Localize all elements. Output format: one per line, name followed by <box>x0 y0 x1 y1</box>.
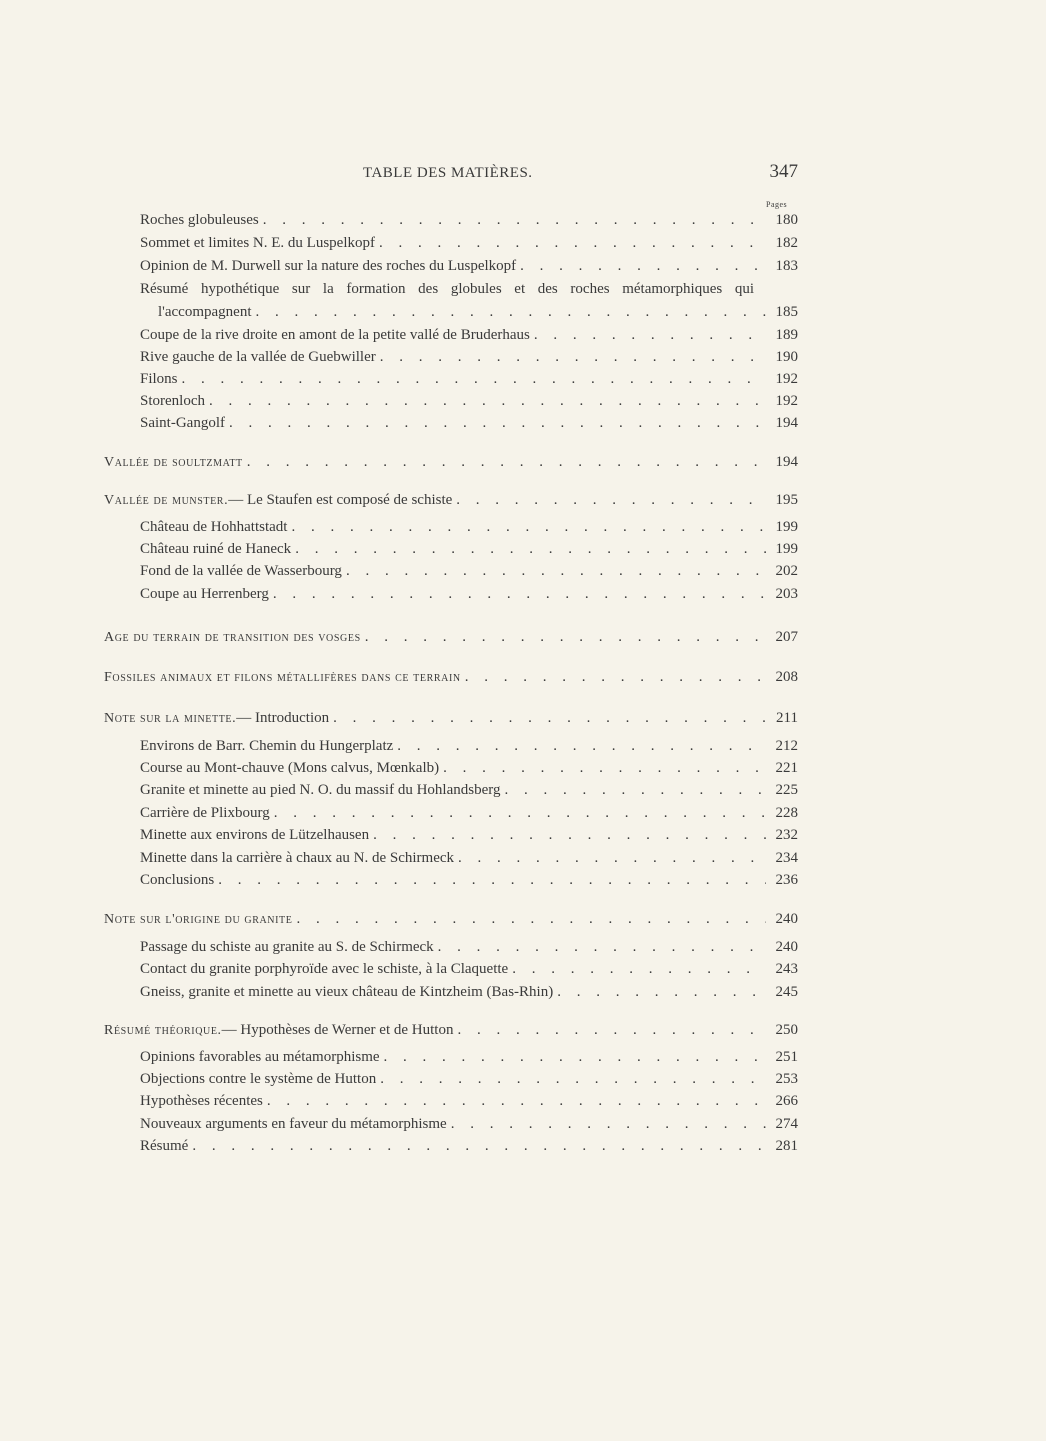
dot-leader <box>188 1138 766 1155</box>
dot-leader <box>393 738 766 755</box>
toc-entry-title: Minette aux environs de Lützelhausen <box>140 827 370 843</box>
toc-entry <box>140 738 798 760</box>
toc-section-title: Vallée de munster. <box>104 493 229 508</box>
toc-entry-page: 194 <box>775 454 798 470</box>
toc-entry-page: 234 <box>775 850 798 866</box>
toc-entry <box>140 258 798 280</box>
toc-entry-title: Château ruiné de Haneck <box>140 541 292 557</box>
toc-entry <box>140 1049 798 1071</box>
toc-entry-title: Carrière de Plixbourg <box>140 805 270 821</box>
toc-entry-page: 266 <box>775 1093 798 1109</box>
dot-leader <box>214 872 766 889</box>
toc-entry <box>140 349 798 371</box>
dot-leader <box>178 371 766 388</box>
toc-entry-title: Passage du schiste au granite au S. de Schirmeck <box>140 939 434 955</box>
toc-entry-page: 202 <box>775 563 798 579</box>
running-title: TABLE DES MATIÈRES. <box>363 165 533 181</box>
toc-entry-title: Course au Mont-chauve (Mons calvus, Mœnkalb) <box>140 760 440 776</box>
toc-section <box>104 669 798 691</box>
toc-entry-title: Sommet et limites N. E. du Luspelkopf <box>140 235 375 251</box>
toc-entry <box>140 327 798 349</box>
dot-leader <box>225 415 766 432</box>
toc-section-title: Note sur la minette. <box>104 711 237 726</box>
toc-entry-page: 199 <box>775 519 798 535</box>
pages-column-label: Pages <box>766 200 788 209</box>
toc-entry <box>140 760 798 782</box>
toc-section-title: Fossiles animaux et filons métallifères dans ce terrain <box>104 670 461 685</box>
dot-leader <box>269 586 766 603</box>
toc-entry-page: 245 <box>775 984 798 1000</box>
toc-entry <box>140 850 798 872</box>
toc-entry-title: Objections contre le système de Hutton <box>140 1071 377 1087</box>
dot-leader <box>259 212 766 229</box>
toc-entry-title: Contact du granite porphyroïde avec le schiste, à la Claquette <box>140 961 509 977</box>
dot-leader <box>434 939 766 956</box>
toc-entry-page: 281 <box>775 1138 798 1154</box>
toc-entry-page: 185 <box>775 304 798 320</box>
toc-entry <box>140 393 798 415</box>
toc-entry <box>140 212 798 234</box>
toc-entry-title: Coupe de la rive droite en amont de la petite vallé de Bruderhaus <box>140 327 530 343</box>
dot-leader <box>329 710 766 727</box>
toc-section <box>104 492 798 514</box>
toc-entry <box>140 939 798 961</box>
toc-section <box>104 1022 798 1044</box>
toc-entry-page: 274 <box>775 1116 798 1132</box>
toc-entry-page: 195 <box>775 492 798 508</box>
toc-section <box>104 911 798 933</box>
toc-section-title: Note sur l'origine du granite <box>104 912 293 927</box>
toc-entry-title: Conclusions <box>140 872 215 888</box>
toc-entry <box>140 519 798 541</box>
dot-leader <box>380 1049 766 1066</box>
toc-entry-page: 182 <box>775 235 798 251</box>
toc-entry-title: Environs de Barr. Chemin du Hungerplatz <box>140 738 394 754</box>
toc-entry-page: 225 <box>775 782 798 798</box>
toc-entry-page: 232 <box>775 827 798 843</box>
toc-entry-page: 240 <box>775 911 798 927</box>
toc-entry <box>140 1116 798 1138</box>
toc-entry <box>140 827 798 849</box>
toc-entry-page: 253 <box>775 1071 798 1087</box>
dot-leader <box>287 519 766 536</box>
dot-leader <box>375 235 766 252</box>
toc-entry-page: 199 <box>775 541 798 557</box>
toc-entry-title: Opinion de M. Durwell sur la nature des roches du Luspelkopf <box>140 258 517 274</box>
dot-leader <box>291 541 766 558</box>
toc-entry-title: Opinions favorables au métamorphisme <box>140 1049 380 1065</box>
toc-entry-title: Saint-Gangolf <box>140 415 225 431</box>
dot-leader <box>553 984 766 1001</box>
toc-entry-page: 221 <box>775 760 798 776</box>
dot-leader <box>452 492 766 509</box>
toc-section-title: Résumé théorique. <box>104 1023 222 1038</box>
toc-section <box>104 710 798 732</box>
toc-entry-page: 192 <box>775 371 798 387</box>
dot-leader <box>252 304 767 321</box>
dot-leader <box>508 961 766 978</box>
toc-entry <box>140 1093 798 1115</box>
dot-leader <box>369 827 766 844</box>
toc-entry-title: Storenloch <box>140 393 205 409</box>
dot-leader <box>270 805 766 822</box>
toc-entry-title: Résumé hypothétique sur la formation des globules et des roches métamorphiques qui <box>140 281 754 297</box>
toc-entry <box>140 961 798 983</box>
toc-entry-title: Rive gauche de la vallée de Guebwiller <box>140 349 376 365</box>
dot-leader <box>447 1116 766 1133</box>
toc-entry-title: Château de Hohhattstadt <box>140 519 288 535</box>
toc-entry <box>140 563 798 585</box>
toc-entry-title: Granite et minette au pied N. O. du massif du Hohlandsberg <box>140 782 501 798</box>
toc-entry-page: 189 <box>775 327 798 343</box>
toc-section-title: Vallée de soultzmatt <box>104 455 243 470</box>
toc-section-subtitle: — Hypothèses de Werner et de Hutton <box>221 1022 454 1038</box>
dot-leader <box>263 1093 766 1110</box>
toc-entry-title: Minette dans la carrière à chaux au N. de Schirmeck <box>140 850 455 866</box>
page-header <box>140 163 800 185</box>
dot-leader <box>516 258 766 275</box>
dot-leader <box>205 393 766 410</box>
toc-entry <box>140 586 798 608</box>
dot-leader <box>342 563 766 580</box>
toc-entry-page: 203 <box>775 586 798 602</box>
toc-section-subtitle: — Introduction <box>236 710 330 726</box>
dot-leader <box>461 669 766 686</box>
toc-entry-page: 228 <box>775 805 798 821</box>
toc-entry-title: Gneiss, granite et minette au vieux château de Kintzheim (Bas-Rhin) <box>140 984 554 1000</box>
toc-entry <box>140 1071 798 1093</box>
toc-entry-page: 207 <box>775 629 798 645</box>
dot-leader <box>376 1071 766 1088</box>
toc-entry-page: 180 <box>775 212 798 228</box>
toc-entry-page: 236 <box>775 872 798 888</box>
toc-entry <box>140 235 798 257</box>
toc-entry-title: l'accompagnent <box>158 304 252 320</box>
toc-entry-page: 251 <box>775 1049 798 1065</box>
toc-entry-title: Coupe au Herrenberg <box>140 586 269 602</box>
page-number: 347 <box>769 161 798 182</box>
toc-entry-title: Hypothèses récentes <box>140 1093 263 1109</box>
toc-entry-page: 211 <box>776 710 798 726</box>
toc-entry <box>140 541 798 563</box>
toc-section <box>104 454 798 476</box>
dot-leader <box>439 760 766 777</box>
dot-leader <box>530 327 766 344</box>
dot-leader <box>376 349 766 366</box>
toc-entry-page: 243 <box>775 961 798 977</box>
toc-entry-page: 194 <box>775 415 798 431</box>
toc-entry <box>140 782 798 804</box>
toc-entry <box>140 1138 798 1160</box>
toc-entry-page: 183 <box>775 258 798 274</box>
toc-entry-title: Roches globuleuses <box>140 212 259 228</box>
toc-entry <box>140 371 798 393</box>
toc-entry-title: Filons <box>140 371 178 387</box>
toc-section <box>104 629 798 651</box>
toc-entry-page: 250 <box>775 1022 798 1038</box>
toc-section-subtitle: — Le Staufen est composé de schiste <box>228 492 453 508</box>
dot-leader <box>361 629 766 646</box>
dot-leader <box>454 850 766 867</box>
toc-entry <box>140 984 798 1006</box>
dot-leader <box>292 911 766 928</box>
dot-leader <box>453 1022 766 1039</box>
toc-entry-page: 192 <box>775 393 798 409</box>
toc-entry-page: 212 <box>775 738 798 754</box>
toc-entry-page: 240 <box>775 939 798 955</box>
toc-entry <box>140 805 798 827</box>
dot-leader <box>243 454 766 471</box>
toc-entry-title: Résumé <box>140 1138 189 1154</box>
toc-entry <box>140 872 798 894</box>
toc-entry-title: Fond de la vallée de Wasserbourg <box>140 563 342 579</box>
toc-entry-title: Nouveaux arguments en faveur du métamorphisme <box>140 1116 447 1132</box>
toc-section-title: Age du terrain de transition des vosges <box>104 630 361 645</box>
dot-leader <box>500 782 766 799</box>
toc-entry <box>140 415 798 437</box>
toc-entry <box>158 304 798 326</box>
toc-entry-page: 190 <box>775 349 798 365</box>
toc-entry-page: 208 <box>775 669 798 685</box>
